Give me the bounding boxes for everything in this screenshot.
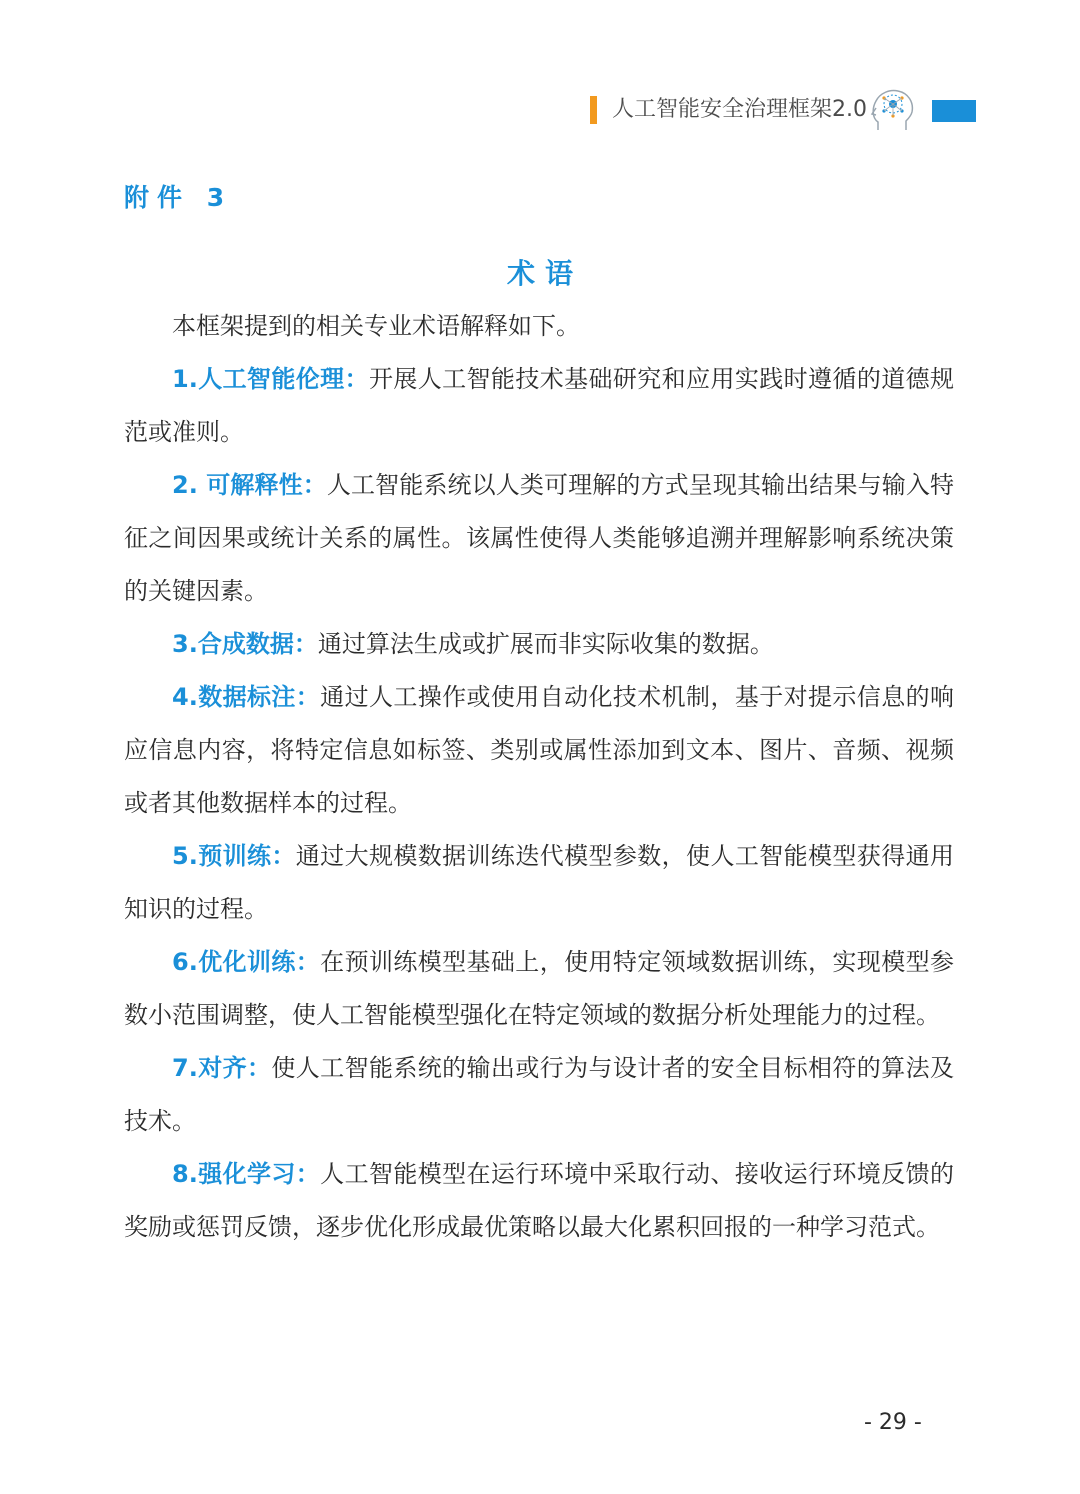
term-name: 2. 可解释性：	[172, 471, 327, 499]
page-header	[590, 86, 980, 136]
page-number: - 29 -	[864, 1410, 922, 1435]
term-paragraph	[124, 936, 954, 1042]
term-paragraph	[124, 830, 954, 936]
term-name: 7.对齐：	[172, 1054, 272, 1082]
term-definition: 通过大规模数据训练迭代模型参数，使人工智能模型获得通用知识的过程。	[124, 842, 954, 923]
term-paragraph	[124, 1148, 954, 1254]
terms-content	[124, 300, 954, 1254]
term-definition: 人工智能模型在运行环境中采取行动、接收运行环境反馈的奖励或惩罚反馈，逐步优化形成最优策略以最大化累积回报的一种学习范式。	[124, 1160, 954, 1241]
term-definition: 人工智能系统以人类可理解的方式呈现其输出结果与输入特征之间因果或统计关系的属性。该属性使得人类能够追溯并理解影响系统决策的关键因素。	[124, 471, 955, 605]
term-definition: 开展人工智能技术基础研究和应用实践时遵循的道德规范或准则。	[124, 365, 954, 446]
term-name: 3.合成数据：	[172, 630, 318, 658]
term-paragraph	[124, 618, 954, 671]
intro-paragraph: 本框架提到的相关专业术语解释如下。	[172, 312, 580, 340]
term-name: 5.预训练：	[172, 842, 296, 870]
term-paragraph	[124, 671, 954, 830]
term-name: 4.数据标注：	[172, 683, 321, 711]
page-title: 术语	[506, 257, 583, 290]
term-paragraph	[124, 459, 954, 618]
ai-head-icon	[868, 86, 918, 136]
term-definition: 通过算法生成或扩展而非实际收集的数据。	[317, 630, 774, 658]
term-definition: 通过人工操作或使用自动化技术机制，基于对提示信息的响应信息内容，将特定信息如标签、类别或属性添加到文本、图片、音频、视频或者其他数据样本的过程。	[124, 683, 954, 817]
term-paragraph	[124, 353, 954, 459]
annex-label: 附件 3	[124, 183, 233, 212]
term-paragraph	[124, 1042, 954, 1148]
term-name: 6.优化训练：	[172, 948, 321, 976]
header-title: 人工智能安全治理框架2.0	[612, 97, 867, 122]
header-accent-bar	[590, 96, 597, 124]
term-definition: 在预训练模型基础上，使用特定领域数据训练，实现模型参数小范围调整，使人工智能模型强化在特定领域的数据分析处理能力的过程。	[124, 948, 954, 1029]
term-definition: 使人工智能系统的输出或行为与设计者的安全目标相符的算法及技术。	[124, 1054, 954, 1135]
term-name: 8.强化学习：	[172, 1160, 321, 1188]
header-color-block	[932, 100, 976, 122]
term-name: 1.人工智能伦理：	[172, 365, 369, 393]
